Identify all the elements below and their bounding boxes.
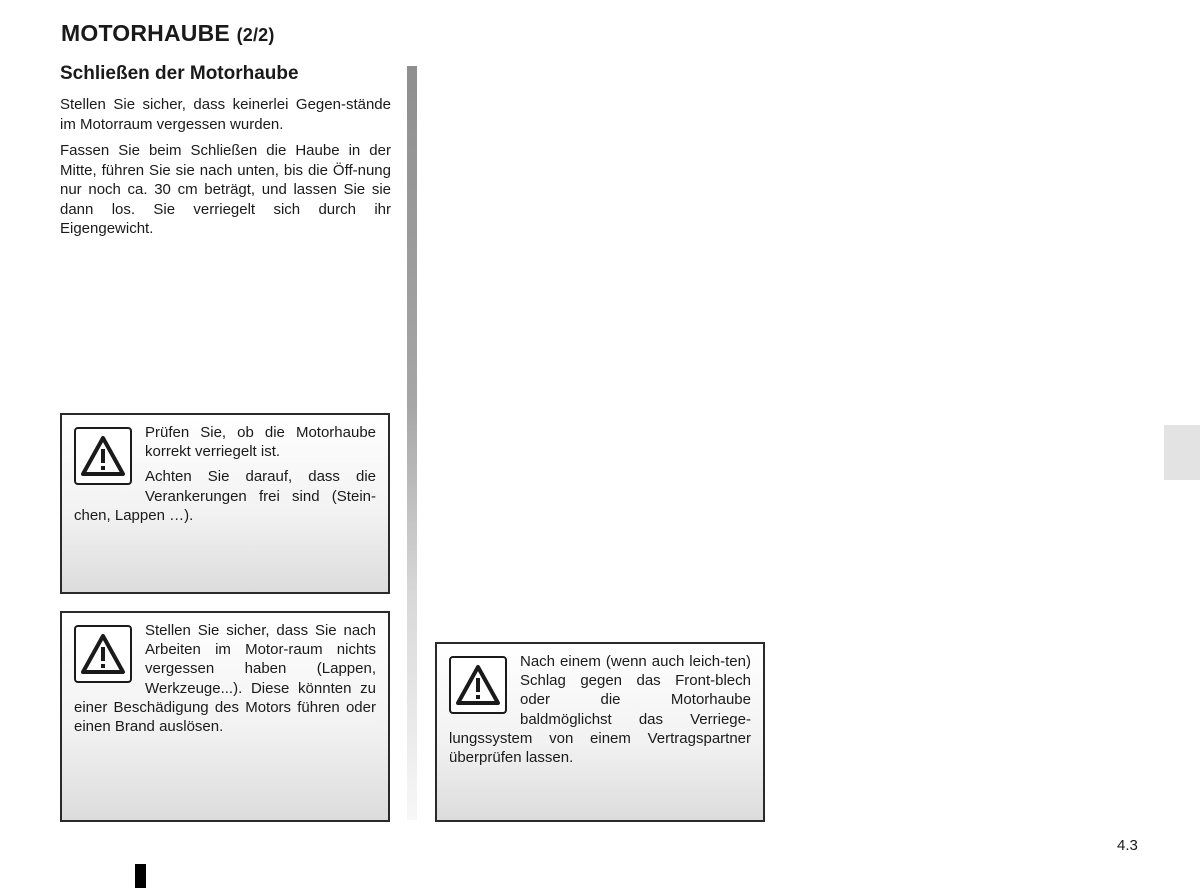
chapter-tab: [1164, 425, 1200, 480]
page-title-text: MOTORHAUBE: [61, 20, 230, 46]
warning-triangle-icon: [74, 427, 132, 485]
page-title-suffix: (2/2): [236, 25, 275, 45]
body-paragraph-2: Fassen Sie beim Schließen die Haube in der Mitte, führen Sie sie nach unten, bis die Öff-nung nur noch ca. 30 cm beträgt, und lassen Sie sie dann los. Sie verriegelt sich durch ihr Eigengewicht.: [60, 142, 391, 237]
page-title: [61, 20, 275, 47]
column-divider: [407, 66, 417, 820]
warning-triangle-icon: [74, 625, 132, 683]
warning-box-3: [435, 642, 765, 822]
warning-2-text-1: Stellen Sie sicher, dass Sie nach Arbeiten im Motor-raum nichts vergessen haben (Lappen, Werkzeuge...). Diese könnten zu einer Beschädigung des Motors führen oder einen Brand auslösen.: [74, 622, 376, 736]
warning-box-1: [60, 413, 390, 594]
warning-1-text-2: Achten Sie darauf, dass die Verankerungen frei sind (Stein-chen, Lappen …).: [74, 468, 376, 524]
warning-1-text-1: Prüfen Sie, ob die Motorhaube korrekt verriegelt ist.: [145, 424, 376, 461]
page-number: 4.3: [1117, 837, 1138, 854]
section-heading: Schließen der Motorhaube: [60, 63, 299, 84]
warning-3-text-1: Nach einem (wenn auch leich-ten) Schlag gegen das Front-blech oder die Motorhaube baldmöglichst das Verriege-lungssystem von einem Vertragspartner überprüfen lassen.: [449, 653, 751, 767]
body-paragraph-1: Stellen Sie sicher, dass keinerlei Gegen-stände im Motorraum vergessen wurden.: [60, 96, 391, 133]
warning-box-2: [60, 611, 390, 822]
warning-triangle-icon: [449, 656, 507, 714]
bottom-marker: [135, 864, 146, 888]
